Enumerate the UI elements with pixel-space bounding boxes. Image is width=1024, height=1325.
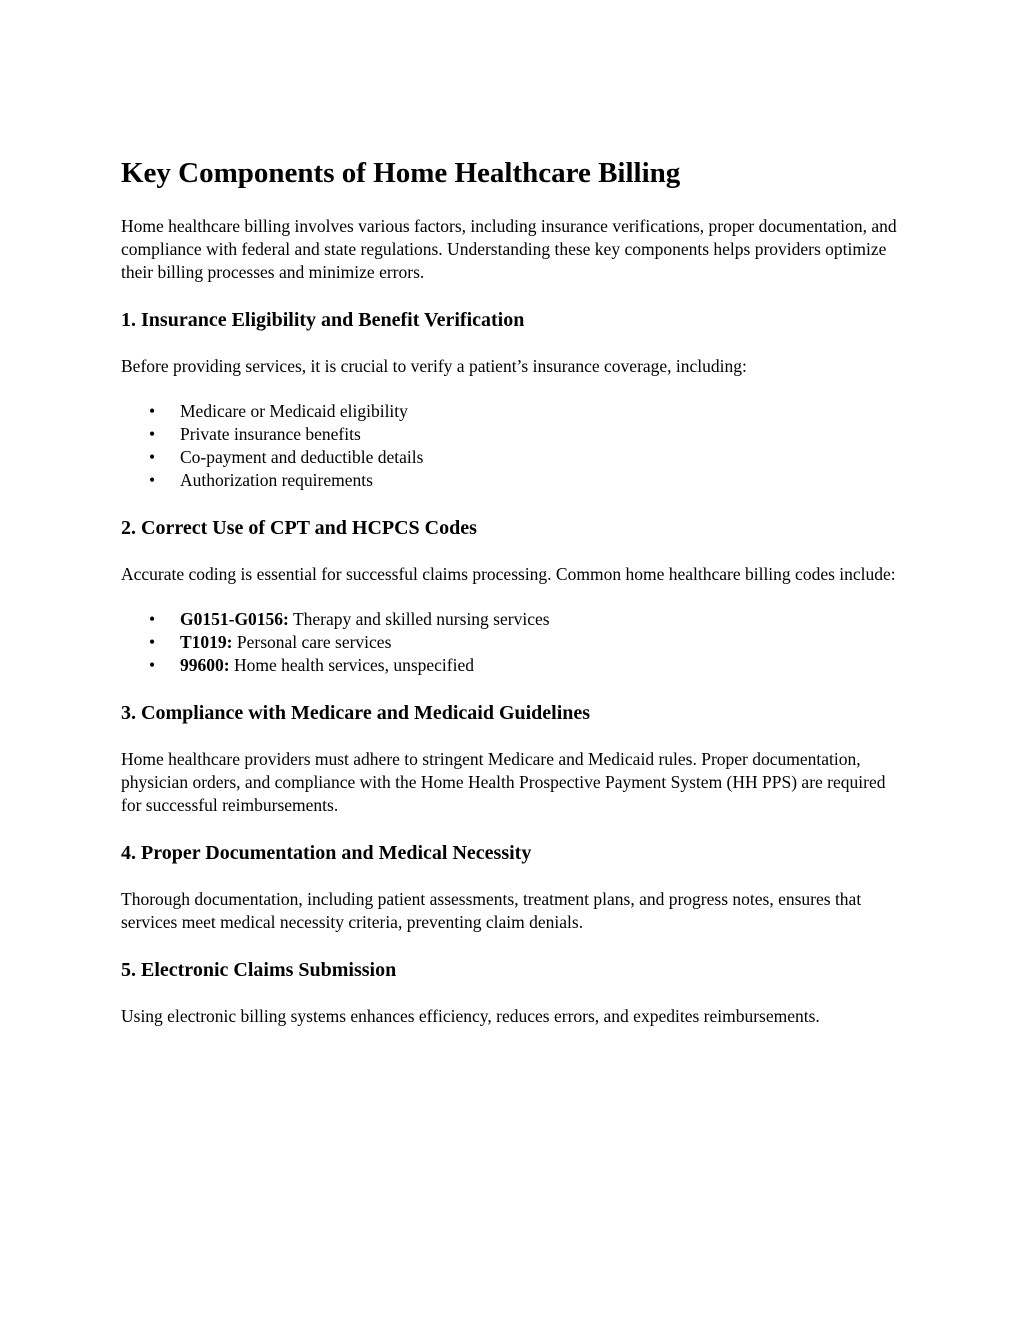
- section-paragraph-documentation: Thorough documentation, including patient assessments, treatment plans, and progress notes, ensures that services meet medical necessity criteria, preventing claim denials.: [121, 889, 862, 932]
- list-item-text: Private insurance benefits: [180, 424, 361, 444]
- code-description: Therapy and skilled nursing services: [288, 609, 550, 629]
- list-item: [121, 608, 901, 631]
- bullet-icon: •: [149, 655, 156, 675]
- code-description: Personal care services: [232, 632, 392, 652]
- intro-paragraph: Home healthcare billing involves various factors, including insurance verifications, proper documentation, and compliance with federal and state regulations. Understanding these key components helps providers optimize their billing processes and minimize errors.: [121, 216, 897, 282]
- list-item: [121, 654, 901, 677]
- list-item-text: Co-payment and deductible details: [180, 447, 424, 467]
- section-heading-codes: 2. Correct Use of CPT and HCPCS Codes: [121, 517, 477, 539]
- bullet-icon: •: [149, 447, 156, 467]
- section-heading-compliance: 3. Compliance with Medicare and Medicaid Guidelines: [121, 702, 591, 724]
- section-heading-electronic-claims: 5. Electronic Claims Submission: [121, 959, 397, 981]
- bullet-list-insurance: [121, 400, 901, 492]
- section-heading-documentation: 4. Proper Documentation and Medical Necessity: [121, 842, 532, 864]
- code-description: Home health services, unspecified: [229, 655, 475, 675]
- list-item: [121, 423, 901, 446]
- page-title: Key Components of Home Healthcare Billing: [121, 157, 681, 189]
- code-label: 99600:: [180, 655, 230, 675]
- bullet-list-codes: [121, 608, 901, 677]
- list-item-text: Medicare or Medicaid eligibility: [180, 401, 408, 421]
- code-label: T1019:: [180, 632, 233, 652]
- bullet-icon: •: [149, 424, 156, 444]
- bullet-icon: •: [149, 401, 156, 421]
- list-item: [121, 446, 901, 469]
- list-item-text: Authorization requirements: [180, 470, 373, 490]
- bullet-icon: •: [149, 609, 156, 629]
- bullet-icon: •: [149, 632, 156, 652]
- bullet-icon: •: [149, 470, 156, 490]
- section-heading-insurance: 1. Insurance Eligibility and Benefit Verification: [121, 309, 525, 331]
- section-paragraph-electronic-claims: Using electronic billing systems enhances efficiency, reduces errors, and expedites reimbursements.: [121, 1006, 820, 1026]
- section-paragraph-compliance: Home healthcare providers must adhere to stringent Medicare and Medicaid rules. Proper documentation, physician orders, and compliance with the Home Health Prospective Payment System (HH PPS) are required for successful reimbursements.: [121, 749, 886, 815]
- list-item: [121, 469, 901, 492]
- section-paragraph-insurance: Before providing services, it is crucial to verify a patient’s insurance coverage, including:: [121, 356, 747, 376]
- list-item: [121, 400, 901, 423]
- list-item: [121, 631, 901, 654]
- code-label: G0151-G0156:: [180, 609, 289, 629]
- document-page: [121, 154, 901, 1028]
- section-paragraph-codes: Accurate coding is essential for successful claims processing. Common home healthcare billing codes include:: [121, 564, 896, 584]
